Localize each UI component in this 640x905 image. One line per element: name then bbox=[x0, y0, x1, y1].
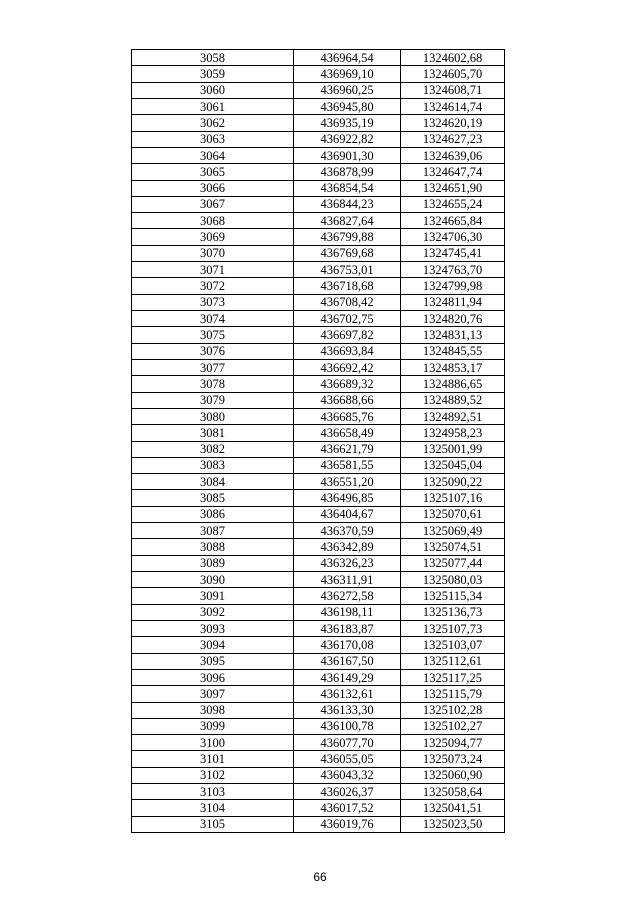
x-coordinate-cell: 436017,52 bbox=[294, 800, 401, 816]
point-number-cell: 3066 bbox=[132, 180, 294, 196]
table-row bbox=[132, 294, 505, 310]
table-row bbox=[132, 767, 505, 783]
x-coordinate-cell: 436551,20 bbox=[294, 474, 401, 490]
point-number-cell: 3088 bbox=[132, 539, 294, 555]
y-coordinate-cell: 1324958,23 bbox=[401, 425, 505, 441]
y-coordinate-cell: 1325107,16 bbox=[401, 490, 505, 506]
point-number-cell: 3074 bbox=[132, 311, 294, 327]
point-number-cell: 3073 bbox=[132, 294, 294, 310]
point-number-cell: 3089 bbox=[132, 555, 294, 571]
x-coordinate-cell: 436753,01 bbox=[294, 262, 401, 278]
table-row bbox=[132, 816, 505, 832]
point-number-cell: 3103 bbox=[132, 784, 294, 800]
x-coordinate-cell: 436370,59 bbox=[294, 523, 401, 539]
y-coordinate-cell: 1324651,90 bbox=[401, 180, 505, 196]
x-coordinate-cell: 436133,30 bbox=[294, 702, 401, 718]
table-row bbox=[132, 196, 505, 212]
x-coordinate-cell: 436702,75 bbox=[294, 311, 401, 327]
y-coordinate-cell: 1325074,51 bbox=[401, 539, 505, 555]
x-coordinate-cell: 436827,64 bbox=[294, 213, 401, 229]
table-row bbox=[132, 506, 505, 522]
y-coordinate-cell: 1324831,13 bbox=[401, 327, 505, 343]
y-coordinate-cell: 1325045,04 bbox=[401, 457, 505, 473]
table-row bbox=[132, 131, 505, 147]
table-row bbox=[132, 359, 505, 375]
table-row bbox=[132, 751, 505, 767]
x-coordinate-cell: 436844,23 bbox=[294, 196, 401, 212]
table-row bbox=[132, 82, 505, 98]
x-coordinate-cell: 436026,37 bbox=[294, 784, 401, 800]
table-row bbox=[132, 604, 505, 620]
table-row bbox=[132, 164, 505, 180]
x-coordinate-cell: 436170,08 bbox=[294, 637, 401, 653]
point-number-cell: 3086 bbox=[132, 506, 294, 522]
y-coordinate-cell: 1325107,73 bbox=[401, 620, 505, 636]
table-row bbox=[132, 50, 505, 66]
y-coordinate-cell: 1324647,74 bbox=[401, 164, 505, 180]
point-number-cell: 3095 bbox=[132, 653, 294, 669]
y-coordinate-cell: 1324655,24 bbox=[401, 196, 505, 212]
point-number-cell: 3058 bbox=[132, 50, 294, 66]
y-coordinate-cell: 1325094,77 bbox=[401, 735, 505, 751]
x-coordinate-cell: 436693,84 bbox=[294, 343, 401, 359]
table-row bbox=[132, 327, 505, 343]
y-coordinate-cell: 1324886,65 bbox=[401, 376, 505, 392]
x-coordinate-cell: 436854,54 bbox=[294, 180, 401, 196]
x-coordinate-cell: 436043,32 bbox=[294, 767, 401, 783]
y-coordinate-cell: 1325112,61 bbox=[401, 653, 505, 669]
table-row bbox=[132, 800, 505, 816]
table-body bbox=[132, 50, 505, 833]
point-number-cell: 3092 bbox=[132, 604, 294, 620]
table-row bbox=[132, 637, 505, 653]
y-coordinate-cell: 1325069,49 bbox=[401, 523, 505, 539]
x-coordinate-cell: 436935,19 bbox=[294, 115, 401, 131]
table-row bbox=[132, 213, 505, 229]
y-coordinate-cell: 1325073,24 bbox=[401, 751, 505, 767]
point-number-cell: 3101 bbox=[132, 751, 294, 767]
y-coordinate-cell: 1324799,98 bbox=[401, 278, 505, 294]
table-row bbox=[132, 311, 505, 327]
y-coordinate-cell: 1325080,03 bbox=[401, 572, 505, 588]
table-row bbox=[132, 278, 505, 294]
table-row bbox=[132, 523, 505, 539]
table-row bbox=[132, 392, 505, 408]
point-number-cell: 3085 bbox=[132, 490, 294, 506]
x-coordinate-cell: 436692,42 bbox=[294, 359, 401, 375]
table-row bbox=[132, 686, 505, 702]
y-coordinate-cell: 1324608,71 bbox=[401, 82, 505, 98]
table-row bbox=[132, 343, 505, 359]
y-coordinate-cell: 1325060,90 bbox=[401, 767, 505, 783]
x-coordinate-cell: 436055,05 bbox=[294, 751, 401, 767]
x-coordinate-cell: 436326,23 bbox=[294, 555, 401, 571]
x-coordinate-cell: 436658,49 bbox=[294, 425, 401, 441]
point-number-cell: 3097 bbox=[132, 686, 294, 702]
table-row bbox=[132, 669, 505, 685]
y-coordinate-cell: 1324614,74 bbox=[401, 98, 505, 114]
point-number-cell: 3076 bbox=[132, 343, 294, 359]
x-coordinate-cell: 436342,89 bbox=[294, 539, 401, 555]
x-coordinate-cell: 436922,82 bbox=[294, 131, 401, 147]
x-coordinate-cell: 436685,76 bbox=[294, 408, 401, 424]
point-number-cell: 3081 bbox=[132, 425, 294, 441]
x-coordinate-cell: 436496,85 bbox=[294, 490, 401, 506]
table-row bbox=[132, 735, 505, 751]
x-coordinate-cell: 436183,87 bbox=[294, 620, 401, 636]
point-number-cell: 3075 bbox=[132, 327, 294, 343]
x-coordinate-cell: 436198,11 bbox=[294, 604, 401, 620]
point-number-cell: 3093 bbox=[132, 620, 294, 636]
table-row bbox=[132, 262, 505, 278]
x-coordinate-cell: 436697,82 bbox=[294, 327, 401, 343]
point-number-cell: 3062 bbox=[132, 115, 294, 131]
point-number-cell: 3090 bbox=[132, 572, 294, 588]
x-coordinate-cell: 436769,68 bbox=[294, 245, 401, 261]
point-number-cell: 3080 bbox=[132, 408, 294, 424]
x-coordinate-cell: 436799,88 bbox=[294, 229, 401, 245]
x-coordinate-cell: 436878,99 bbox=[294, 164, 401, 180]
x-coordinate-cell: 436621,79 bbox=[294, 441, 401, 457]
table-row bbox=[132, 425, 505, 441]
x-coordinate-cell: 436404,67 bbox=[294, 506, 401, 522]
y-coordinate-cell: 1324892,51 bbox=[401, 408, 505, 424]
y-coordinate-cell: 1325090,22 bbox=[401, 474, 505, 490]
y-coordinate-cell: 1324853,17 bbox=[401, 359, 505, 375]
point-number-cell: 3063 bbox=[132, 131, 294, 147]
y-coordinate-cell: 1324605,70 bbox=[401, 66, 505, 82]
x-coordinate-cell: 436100,78 bbox=[294, 718, 401, 734]
table-row bbox=[132, 474, 505, 490]
x-coordinate-cell: 436960,25 bbox=[294, 82, 401, 98]
y-coordinate-cell: 1325023,50 bbox=[401, 816, 505, 832]
table-row bbox=[132, 66, 505, 82]
point-number-cell: 3068 bbox=[132, 213, 294, 229]
y-coordinate-cell: 1325115,34 bbox=[401, 588, 505, 604]
point-number-cell: 3083 bbox=[132, 457, 294, 473]
point-number-cell: 3091 bbox=[132, 588, 294, 604]
y-coordinate-cell: 1325001,99 bbox=[401, 441, 505, 457]
table-row bbox=[132, 229, 505, 245]
y-coordinate-cell: 1325103,07 bbox=[401, 637, 505, 653]
point-number-cell: 3084 bbox=[132, 474, 294, 490]
table-row bbox=[132, 702, 505, 718]
table-row bbox=[132, 98, 505, 114]
point-number-cell: 3065 bbox=[132, 164, 294, 180]
page-number: 66 bbox=[313, 870, 327, 884]
x-coordinate-cell: 436964,54 bbox=[294, 50, 401, 66]
table-row bbox=[132, 245, 505, 261]
x-coordinate-cell: 436311,91 bbox=[294, 572, 401, 588]
y-coordinate-cell: 1325102,28 bbox=[401, 702, 505, 718]
table-row bbox=[132, 441, 505, 457]
x-coordinate-cell: 436969,10 bbox=[294, 66, 401, 82]
y-coordinate-cell: 1324745,41 bbox=[401, 245, 505, 261]
x-coordinate-cell: 436077,70 bbox=[294, 735, 401, 751]
x-coordinate-cell: 436689,32 bbox=[294, 376, 401, 392]
x-coordinate-cell: 436708,42 bbox=[294, 294, 401, 310]
y-coordinate-cell: 1324706,30 bbox=[401, 229, 505, 245]
point-number-cell: 3104 bbox=[132, 800, 294, 816]
point-number-cell: 3105 bbox=[132, 816, 294, 832]
y-coordinate-cell: 1324845,55 bbox=[401, 343, 505, 359]
table-row bbox=[132, 555, 505, 571]
point-number-cell: 3078 bbox=[132, 376, 294, 392]
table-row bbox=[132, 539, 505, 555]
table-row bbox=[132, 115, 505, 131]
x-coordinate-cell: 436272,58 bbox=[294, 588, 401, 604]
point-number-cell: 3070 bbox=[132, 245, 294, 261]
y-coordinate-cell: 1325117,25 bbox=[401, 669, 505, 685]
point-number-cell: 3077 bbox=[132, 359, 294, 375]
point-number-cell: 3096 bbox=[132, 669, 294, 685]
x-coordinate-cell: 436132,61 bbox=[294, 686, 401, 702]
point-number-cell: 3094 bbox=[132, 637, 294, 653]
coordinates-table bbox=[131, 49, 505, 833]
y-coordinate-cell: 1324763,70 bbox=[401, 262, 505, 278]
table-row bbox=[132, 147, 505, 163]
y-coordinate-cell: 1324665,84 bbox=[401, 213, 505, 229]
y-coordinate-cell: 1325077,44 bbox=[401, 555, 505, 571]
point-number-cell: 3069 bbox=[132, 229, 294, 245]
y-coordinate-cell: 1325058,64 bbox=[401, 784, 505, 800]
point-number-cell: 3087 bbox=[132, 523, 294, 539]
point-number-cell: 3061 bbox=[132, 98, 294, 114]
table-row bbox=[132, 572, 505, 588]
y-coordinate-cell: 1324627,23 bbox=[401, 131, 505, 147]
table-row bbox=[132, 620, 505, 636]
x-coordinate-cell: 436581,55 bbox=[294, 457, 401, 473]
point-number-cell: 3079 bbox=[132, 392, 294, 408]
y-coordinate-cell: 1324811,94 bbox=[401, 294, 505, 310]
point-number-cell: 3067 bbox=[132, 196, 294, 212]
point-number-cell: 3060 bbox=[132, 82, 294, 98]
x-coordinate-cell: 436149,29 bbox=[294, 669, 401, 685]
point-number-cell: 3072 bbox=[132, 278, 294, 294]
table-row bbox=[132, 408, 505, 424]
table-row bbox=[132, 588, 505, 604]
point-number-cell: 3100 bbox=[132, 735, 294, 751]
y-coordinate-cell: 1325115,79 bbox=[401, 686, 505, 702]
point-number-cell: 3098 bbox=[132, 702, 294, 718]
point-number-cell: 3059 bbox=[132, 66, 294, 82]
table-row bbox=[132, 653, 505, 669]
y-coordinate-cell: 1324602,68 bbox=[401, 50, 505, 66]
y-coordinate-cell: 1324639,06 bbox=[401, 147, 505, 163]
point-number-cell: 3099 bbox=[132, 718, 294, 734]
point-number-cell: 3064 bbox=[132, 147, 294, 163]
y-coordinate-cell: 1324820,76 bbox=[401, 311, 505, 327]
x-coordinate-cell: 436945,80 bbox=[294, 98, 401, 114]
point-number-cell: 3082 bbox=[132, 441, 294, 457]
y-coordinate-cell: 1325041,51 bbox=[401, 800, 505, 816]
x-coordinate-cell: 436019,76 bbox=[294, 816, 401, 832]
x-coordinate-cell: 436688,66 bbox=[294, 392, 401, 408]
y-coordinate-cell: 1324620,19 bbox=[401, 115, 505, 131]
table-row bbox=[132, 718, 505, 734]
table-row bbox=[132, 784, 505, 800]
x-coordinate-cell: 436901,30 bbox=[294, 147, 401, 163]
table-row bbox=[132, 376, 505, 392]
table-row bbox=[132, 490, 505, 506]
y-coordinate-cell: 1325136,73 bbox=[401, 604, 505, 620]
x-coordinate-cell: 436718,68 bbox=[294, 278, 401, 294]
x-coordinate-cell: 436167,50 bbox=[294, 653, 401, 669]
y-coordinate-cell: 1325102,27 bbox=[401, 718, 505, 734]
point-number-cell: 3071 bbox=[132, 262, 294, 278]
y-coordinate-cell: 1324889,52 bbox=[401, 392, 505, 408]
y-coordinate-cell: 1325070,61 bbox=[401, 506, 505, 522]
table-row bbox=[132, 457, 505, 473]
table-row bbox=[132, 180, 505, 196]
point-number-cell: 3102 bbox=[132, 767, 294, 783]
